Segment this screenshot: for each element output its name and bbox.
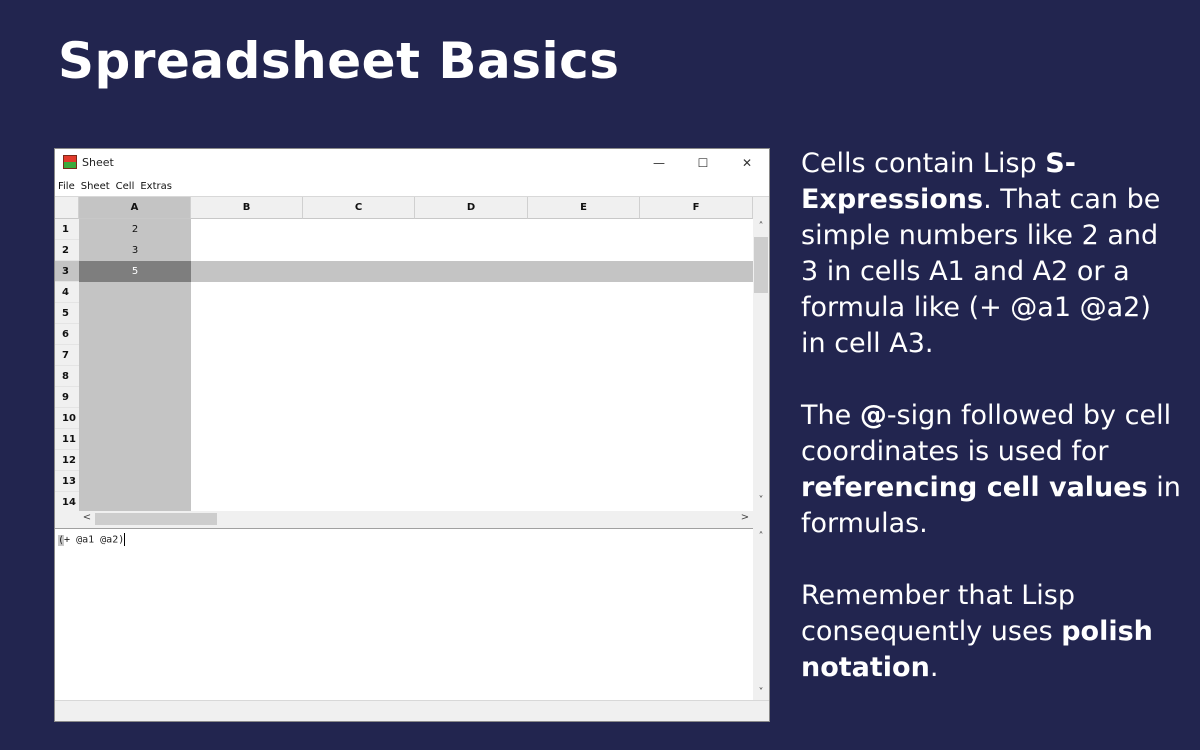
menu-sheet[interactable]: Sheet (80, 181, 110, 192)
cell-a1[interactable]: 2 (131, 224, 139, 235)
bold-term: polish notation (801, 616, 1153, 683)
row-header[interactable]: 6 (55, 324, 79, 345)
scrollbar-thumb[interactable] (95, 513, 217, 525)
minimize-button[interactable]: — (653, 156, 665, 170)
spreadsheet-grid[interactable] (55, 197, 753, 511)
row-header[interactable]: 14 (55, 492, 79, 511)
paragraph-polish-notation (801, 578, 1181, 686)
menu-extras[interactable]: Extras (140, 181, 172, 192)
scroll-down-icon[interactable]: ˅ (758, 495, 764, 506)
text-run: Remember that Lisp consequently uses (801, 580, 1075, 647)
row-header[interactable]: 8 (55, 366, 79, 387)
column-header-d[interactable]: D (415, 197, 528, 219)
paragraph-references (801, 398, 1181, 542)
row-header[interactable]: 11 (55, 429, 79, 450)
status-bar (55, 700, 769, 721)
text-run: -sign followed by cell coordinates is used for (801, 400, 1172, 467)
formula-first-char: ( (58, 534, 65, 546)
scroll-up-icon[interactable]: ˄ (758, 221, 764, 232)
row-header[interactable]: 1 (55, 219, 79, 240)
app-icon (63, 155, 77, 169)
window-title: Sheet (82, 156, 114, 169)
row-header[interactable]: 3 (55, 261, 79, 282)
row-header[interactable]: 2 (55, 240, 79, 261)
row-header[interactable]: 13 (55, 471, 79, 492)
title-bar[interactable] (55, 149, 769, 177)
bold-term: S-Expressions (801, 148, 1076, 215)
text-run: . That can be simple numbers like 2 and 3 in cells A1 and A2 or a formula like (+ @a1 @a2) in cell A3. (801, 184, 1161, 359)
formula-body: + @a1 @a2) (64, 534, 125, 546)
grid-horizontal-scrollbar[interactable] (79, 511, 753, 527)
scrollbar-corner (753, 511, 769, 527)
row-header[interactable]: 5 (55, 303, 79, 324)
row-header[interactable]: 9 (55, 387, 79, 408)
slide-title: Spreadsheet Basics (58, 32, 620, 90)
row-header[interactable]: 10 (55, 408, 79, 429)
menu-cell[interactable]: Cell (115, 181, 135, 192)
cell-a2[interactable]: 3 (131, 245, 139, 256)
column-header-e[interactable]: E (528, 197, 640, 219)
paragraph-s-expressions (801, 146, 1181, 362)
text-run: . (929, 652, 939, 683)
text-caret (124, 533, 125, 546)
row-header[interactable]: 12 (55, 450, 79, 471)
scroll-right-icon[interactable]: > (740, 512, 750, 523)
explanation-text (801, 146, 1181, 722)
scrollbar-thumb[interactable] (754, 237, 768, 293)
text-run: The (801, 400, 860, 431)
editor-vertical-scrollbar[interactable] (753, 528, 769, 701)
sheet-window (54, 148, 770, 722)
close-button[interactable]: ✕ (741, 156, 753, 170)
menu-bar (55, 177, 769, 197)
maximize-button[interactable]: ☐ (697, 156, 709, 170)
bold-term: @ (859, 400, 887, 431)
column-header-a[interactable]: A (79, 197, 191, 219)
text-run: in formulas. (801, 472, 1181, 539)
grid-vertical-scrollbar[interactable] (753, 197, 769, 511)
scroll-left-icon[interactable]: < (82, 512, 92, 523)
bold-term: referencing cell values (801, 472, 1148, 503)
row-header[interactable]: 4 (55, 282, 79, 303)
formula-editor[interactable] (55, 528, 753, 701)
cell-a3[interactable]: 5 (79, 261, 191, 282)
column-header-f[interactable]: F (640, 197, 753, 219)
scroll-down-icon[interactable]: ˅ (758, 687, 764, 698)
menu-file[interactable]: File (58, 181, 75, 192)
grid-corner[interactable] (55, 197, 79, 219)
column-header-c[interactable]: C (303, 197, 415, 219)
scroll-up-icon[interactable]: ˄ (758, 531, 764, 542)
column-header-b[interactable]: B (191, 197, 303, 219)
text-run: Cells contain Lisp (801, 148, 1046, 179)
selected-row-highlight (191, 261, 753, 282)
row-header[interactable]: 7 (55, 345, 79, 366)
formula-text[interactable] (58, 533, 125, 546)
